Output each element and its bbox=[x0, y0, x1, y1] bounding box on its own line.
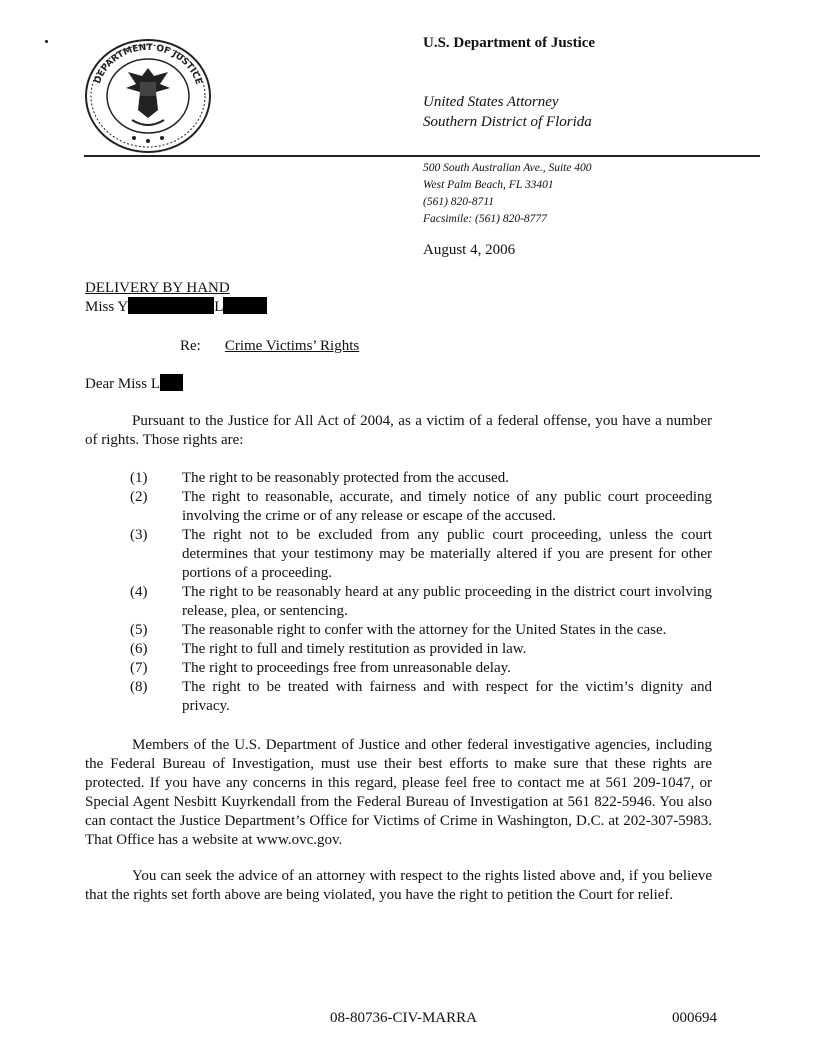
rights-item-number: (5) bbox=[130, 622, 148, 638]
seal-ring-text: DEPARTMENT OF JUSTICE bbox=[93, 42, 204, 86]
redaction-box bbox=[223, 297, 267, 314]
delivery-method: DELIVERY BY HAND bbox=[85, 280, 230, 296]
rights-item-number: (1) bbox=[130, 470, 148, 486]
rights-item-number: (2) bbox=[130, 489, 148, 505]
salutation-text: Dear Miss L bbox=[85, 376, 160, 392]
intro-paragraph: Pursuant to the Justice for All Act of 2004, as a victim of a federal offense, you have a number of rights. Those rights are: bbox=[85, 413, 712, 448]
contacts-paragraph: Members of the U.S. Department of Justice and other federal investigative agencies, including the Federal Bureau of Investigation, must use their best efforts to make sure that these rights are protected. If you have any concerns in this regard, please feel free to contact me at 561 209-1047, or Special Agent Nesbitt Kuyrkendall from the Federal Bureau of Investigation at 561 822-5946. You also can contact the Justice Department’s Office for Victims of Crime in Washington, D.C. at 202-307-5983. That Office has a website at www.ovc.gov. bbox=[85, 737, 712, 848]
recipient-mid: L bbox=[214, 299, 224, 315]
office-block bbox=[423, 92, 592, 132]
rights-item-text: The reasonable right to confer with the attorney for the United States in the case. bbox=[182, 622, 667, 638]
re-subject: Crime Victims’ Rights bbox=[224, 338, 360, 354]
rights-item-text: The right to be treated with fairness and with respect for the victim’s dignity and privacy. bbox=[182, 679, 712, 714]
redaction-box bbox=[160, 374, 183, 391]
address-line-2: West Palm Beach, FL 33401 bbox=[423, 179, 554, 191]
office-line-1: United States Attorney bbox=[423, 94, 559, 110]
letter-date: August 4, 2006 bbox=[423, 242, 516, 258]
salutation bbox=[85, 374, 183, 393]
rights-list-item bbox=[130, 678, 712, 716]
redaction-box bbox=[128, 297, 214, 314]
address-block bbox=[423, 160, 592, 228]
rights-list-item bbox=[130, 526, 712, 583]
scan-speck bbox=[45, 40, 48, 43]
rights-list-item bbox=[130, 488, 712, 526]
rights-list-item bbox=[130, 469, 712, 488]
rights-item-text: The right not to be excluded from any public court proceeding, unless the court determines that your testimony may be materially altered if you are present for other portions of a proceeding. bbox=[182, 527, 712, 581]
rights-item-text: The right to reasonable, accurate, and timely notice of any public court proceeding involving the crime or of any release or escape of the accused. bbox=[182, 489, 712, 524]
rights-item-text: The right to be reasonably protected from the accused. bbox=[182, 470, 509, 486]
address-line-1: 500 South Australian Ave., Suite 400 bbox=[423, 162, 592, 174]
rights-list bbox=[130, 469, 712, 716]
rights-item-number: (3) bbox=[130, 527, 148, 543]
recipient-block bbox=[85, 279, 267, 316]
rights-list-item bbox=[130, 640, 712, 659]
rights-list-item bbox=[130, 621, 712, 640]
attorney-paragraph: You can seek the advice of an attorney with respect to the rights listed above and, if you believe that the rights set forth above are being violated, you have the right to petition the Court for relief. bbox=[85, 868, 712, 903]
rights-item-number: (8) bbox=[130, 679, 148, 695]
re-label: Re: bbox=[180, 338, 201, 354]
bates-number: 000694 bbox=[672, 1010, 717, 1026]
doj-seal-icon bbox=[84, 38, 212, 154]
letterhead-rule bbox=[84, 155, 760, 157]
recipient-prefix: Miss Y bbox=[85, 299, 129, 315]
re-line bbox=[180, 338, 359, 355]
rights-item-number: (4) bbox=[130, 584, 148, 600]
fax-line: Facsimile: (561) 820-8777 bbox=[423, 213, 547, 225]
department-name: U.S. Department of Justice bbox=[423, 35, 596, 51]
rights-list-item bbox=[130, 659, 712, 678]
rights-item-text: The right to full and timely restitution as provided in law. bbox=[182, 641, 527, 657]
rights-item-number: (6) bbox=[130, 641, 148, 657]
rights-item-text: The right to be reasonably heard at any public proceeding in the district court involving release, plea, or sentencing. bbox=[182, 584, 712, 619]
rights-item-text: The right to proceedings free from unreasonable delay. bbox=[182, 660, 511, 676]
rights-item-number: (7) bbox=[130, 660, 148, 676]
office-line-2: Southern District of Florida bbox=[423, 114, 592, 130]
case-number: 08-80736-CIV-MARRA bbox=[330, 1010, 477, 1026]
phone-line: (561) 820-8711 bbox=[423, 196, 495, 208]
rights-list-item bbox=[130, 583, 712, 621]
recipient-name bbox=[85, 297, 267, 316]
